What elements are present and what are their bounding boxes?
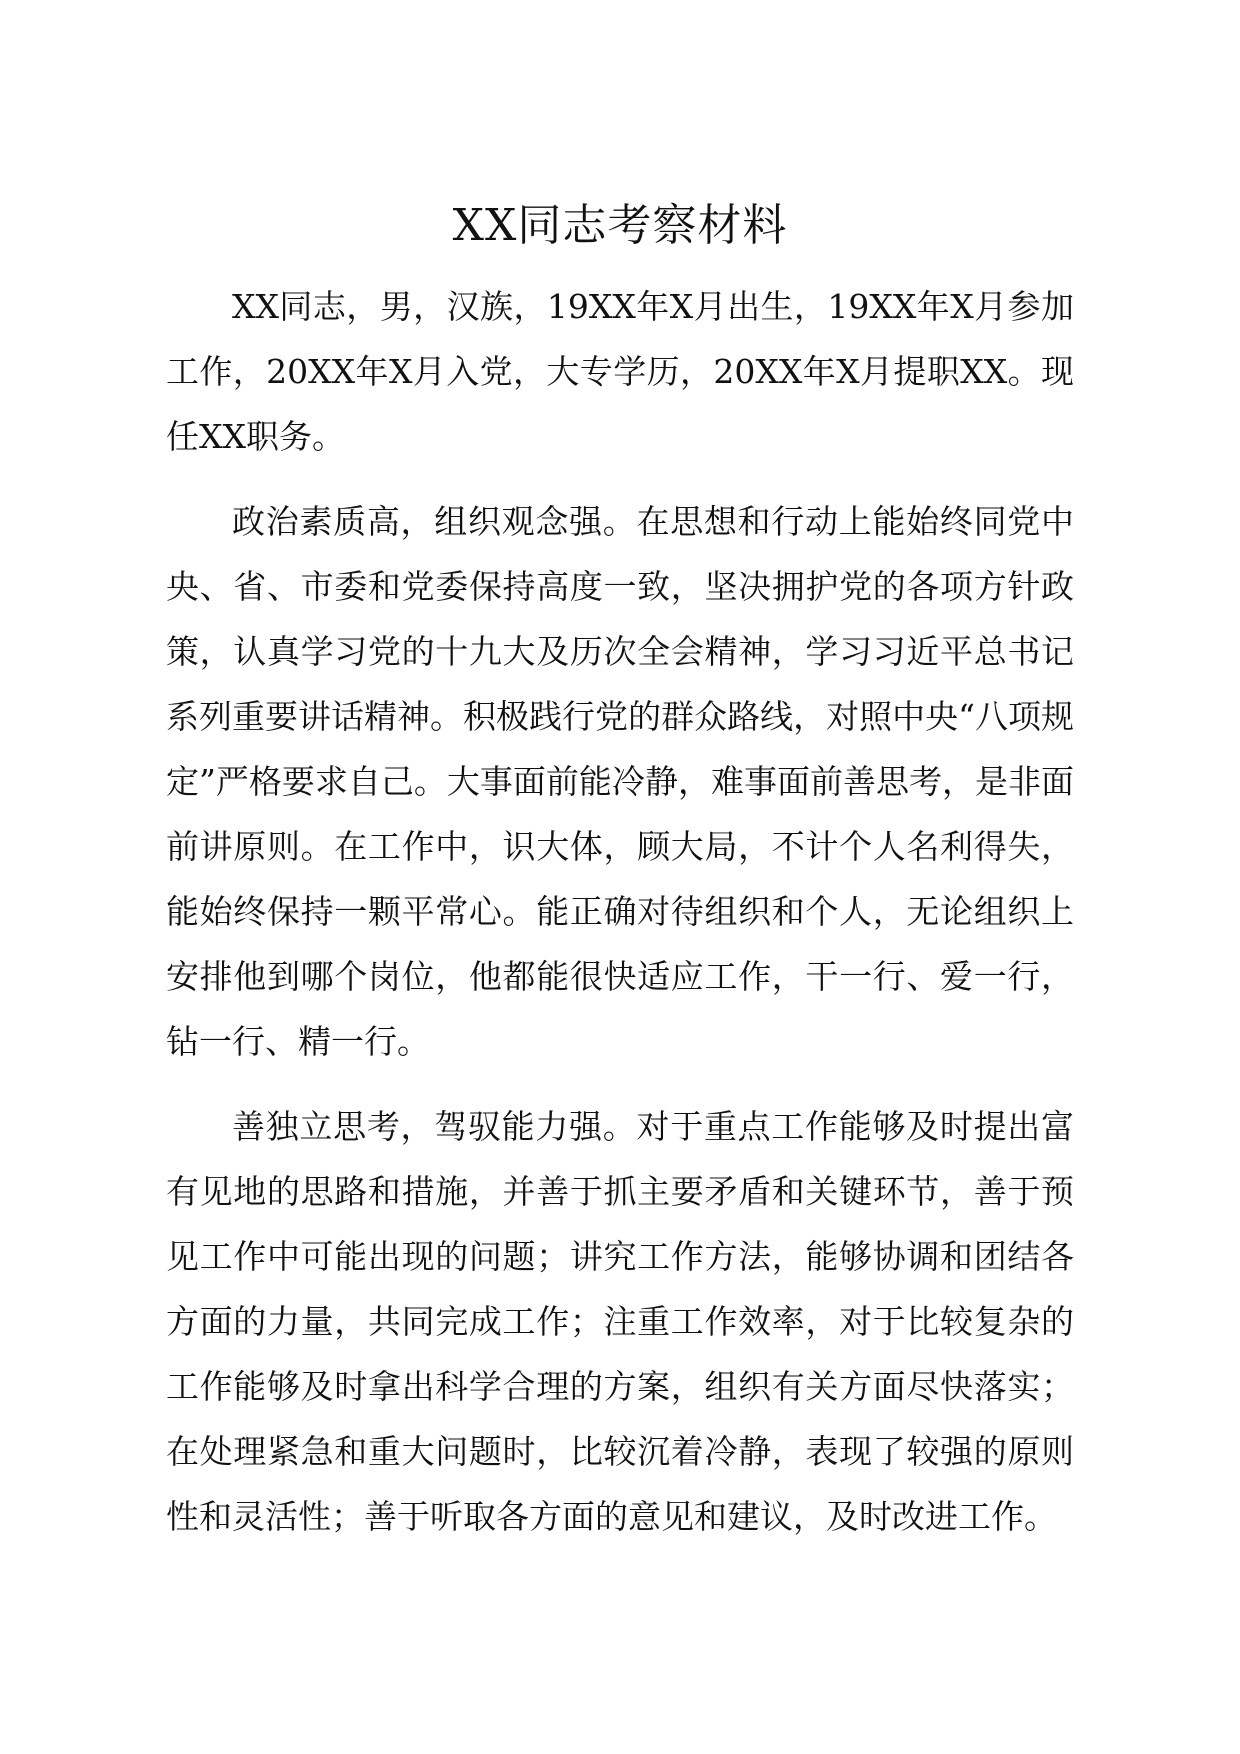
- paragraph-basic-info: XX同志，男，汉族，19XX年X月出生，19XX年X月参加工作，20XX年X月入党，大专学历，20XX年X月提职XX。现任XX职务。: [166, 287, 1074, 456]
- paragraph-political-quality: 政治素质高，组织观念强。在思想和行动上能始终同党中央、省、市委和党委保持高度一致，坚决拥护党的各项方针政策，认真学习党的十九大及历次全会精神，学习习近平总书记系列重要讲话精神。积极践行党的群众路线，对照中央“八项规定”严格要求自己。大事面前能冷静，难事面前善思考，是非面前讲原则。在工作中，识大体，顾大局，不计个人名利得失，能始终保持一颗平常心。能正确对待组织和个人，无论组织上安排他到哪个岗位，他都能很快适应工作，干一行、爱一行，钻一行、精一行。: [166, 502, 1074, 1061]
- paragraph-independent-thinking: 善独立思考，驾驭能力强。对于重点工作能够及时提出富有见地的思路和措施，并善于抓主要矛盾和关键环节，善于预见工作中可能出现的问题；讲究工作方法，能够协调和团结各方面的力量，共同完成工作；注重工作效率，对于比较复杂的工作能够及时拿出科学合理的方案，组织有关方面尽快落实；在处理紧急和重大问题时，比较沉着冷静，表现了较强的原则性和灵活性；善于听取各方面的意见和建议，及时改进工作。: [166, 1107, 1074, 1536]
- document-body: [166, 274, 1074, 1569]
- document-title: XX同志考察材料: [452, 200, 788, 251]
